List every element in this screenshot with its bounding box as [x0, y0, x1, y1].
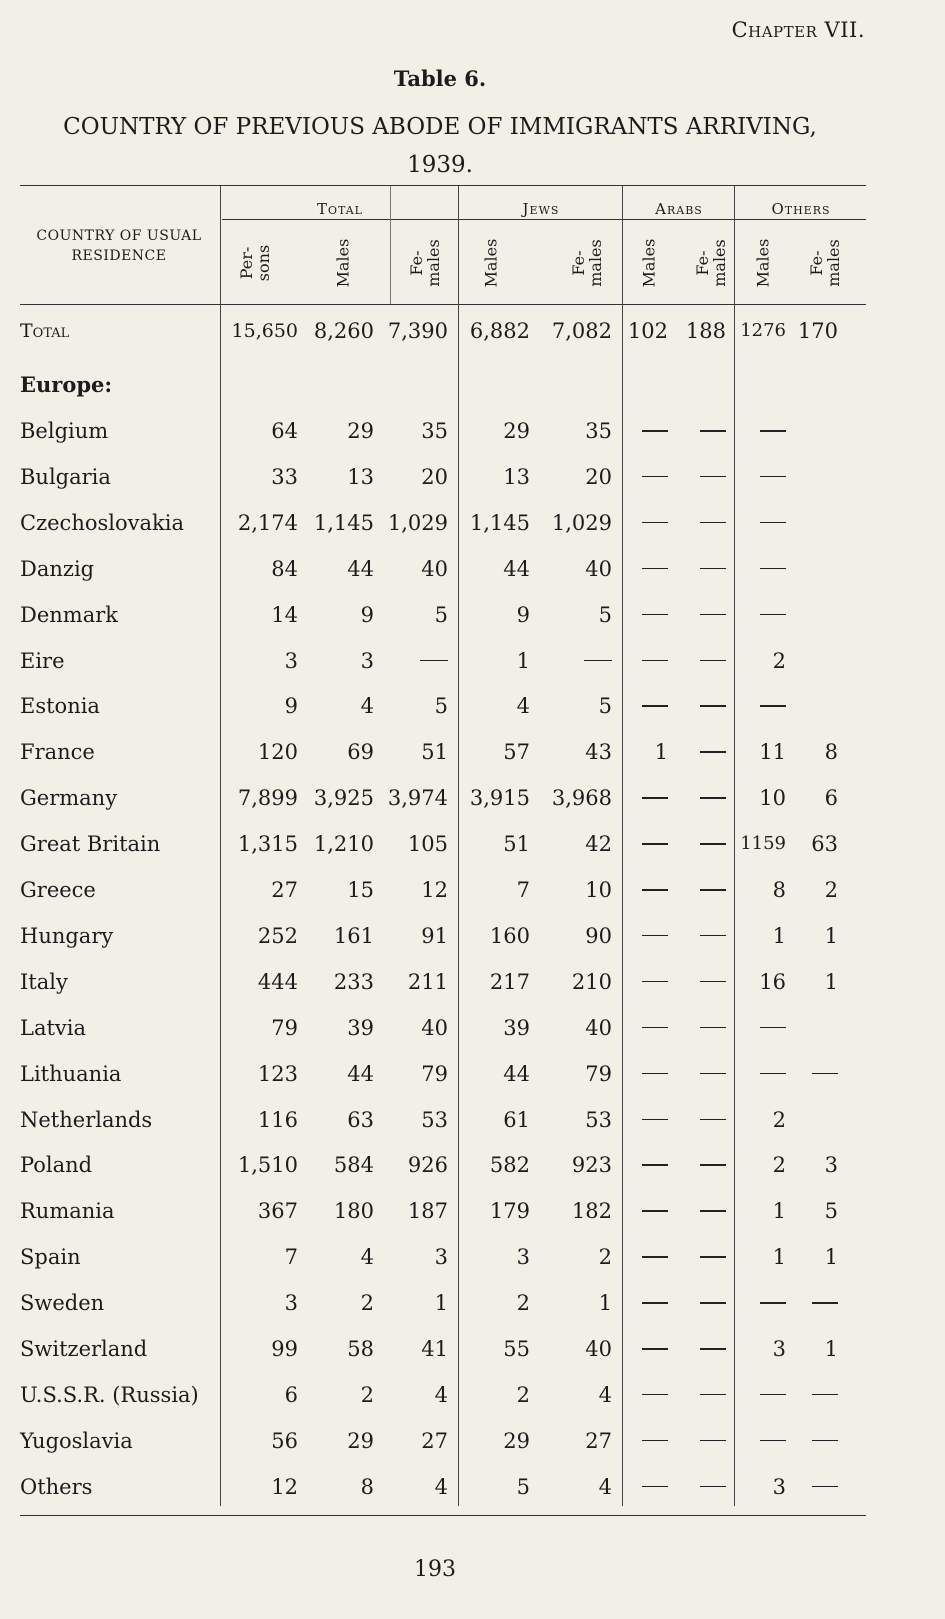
cell-arabs-females-dash	[700, 843, 726, 845]
cell-others-males: 1	[772, 1199, 786, 1224]
cell-females: 40	[421, 556, 448, 581]
cell-females: 79	[421, 1061, 448, 1086]
cell-jews-males: 44	[503, 556, 530, 581]
cell-females: 1,029	[387, 510, 448, 535]
cell-persons: 120	[257, 740, 298, 765]
cell-arabs-males-dash	[642, 568, 668, 570]
total-others-males: 1276	[740, 320, 786, 341]
cell-jews-males: 2	[516, 1382, 530, 1407]
cell-males: 29	[347, 419, 374, 443]
cell-jews-males: 7	[516, 878, 530, 902]
table-row-netherlands	[0, 1097, 945, 1143]
cell-females: 4	[434, 1382, 448, 1407]
cell-persons: 252	[257, 923, 298, 948]
cell-females-dash	[420, 660, 448, 662]
cell-others-females: 1	[824, 1245, 838, 1270]
cell-others-males: 2	[772, 648, 786, 673]
group-jews-label: Jews	[522, 200, 560, 218]
cell-arabs-females-dash	[700, 568, 726, 570]
total-row	[0, 308, 945, 354]
cell-arabs-females-dash	[700, 1440, 726, 1442]
cell-jews-females: 40	[585, 1015, 612, 1040]
cell-arabs-females-dash	[700, 1164, 726, 1166]
cell-arabs-males-dash	[642, 981, 668, 983]
cell-arabs-females-dash	[700, 1256, 726, 1258]
cell-jews-females: 20	[585, 464, 612, 489]
cell-males: 63	[347, 1107, 374, 1132]
cell-arabs-males-dash	[642, 1027, 668, 1029]
cell-persons: 7	[284, 1245, 298, 1270]
table-top-rule	[20, 185, 866, 186]
cell-jews-males: 582	[489, 1153, 530, 1178]
col-total-females: Fe- males	[407, 239, 443, 287]
table-row-belgium	[0, 408, 945, 454]
cell-others-males-dash	[760, 1302, 786, 1304]
chapter-heading: Chapter VII.	[731, 18, 865, 42]
cell-females: 187	[407, 1199, 448, 1224]
cell-arabs-females-dash	[700, 522, 726, 524]
cell-jews-females: 27	[585, 1428, 612, 1453]
country-name: Czechoslovakia	[20, 510, 184, 535]
cell-persons: 3	[284, 648, 298, 673]
cell-males: 2	[360, 1382, 374, 1407]
cell-arabs-females-dash	[700, 660, 726, 662]
cell-jews-males: 44	[503, 1061, 530, 1086]
cell-others-males-dash	[760, 522, 786, 524]
cell-persons: 14	[271, 602, 298, 627]
col-total-males: Males	[333, 238, 353, 288]
cell-arabs-males-dash	[642, 1210, 668, 1212]
cell-persons: 27	[271, 878, 298, 902]
cell-others-males: 3	[772, 1474, 786, 1499]
cell-females: 4	[434, 1474, 448, 1499]
cell-jews-females: 1,029	[551, 510, 612, 535]
cell-others-males: 3	[772, 1337, 786, 1361]
cell-jews-males: 1	[516, 648, 530, 673]
cell-males: 15	[347, 878, 374, 902]
cell-jews-females: 5	[598, 602, 612, 627]
cell-others-males: 8	[772, 878, 786, 902]
cell-arabs-females-dash	[700, 797, 726, 799]
section-row	[0, 362, 945, 408]
cell-males: 2	[360, 1291, 374, 1316]
group-header-jews	[460, 200, 622, 218]
cell-males: 69	[347, 740, 374, 765]
cell-arabs-males-dash	[642, 1164, 668, 1166]
table-row-germany	[0, 775, 945, 821]
cell-others-males-dash	[760, 1394, 786, 1396]
cell-persons: 6	[284, 1382, 298, 1407]
country-name: U.S.S.R. (Russia)	[20, 1382, 199, 1407]
cell-others-males: 1159	[740, 833, 786, 855]
cell-arabs-males: 1	[654, 740, 668, 765]
cell-arabs-males-dash	[642, 1486, 668, 1488]
cell-females: 53	[421, 1107, 448, 1132]
country-name: Yugoslavia	[20, 1428, 133, 1453]
table-row-u-s-s-r-russia	[0, 1372, 945, 1418]
cell-males: 39	[347, 1015, 374, 1040]
col-jews-females: Fe- males	[569, 239, 605, 287]
total-others-females: 170	[797, 319, 838, 343]
cell-females: 91	[421, 923, 448, 948]
cell-males: 3,925	[313, 786, 374, 811]
cell-arabs-males-dash	[642, 522, 668, 524]
group-header-arabs	[624, 200, 734, 218]
cell-persons: 3	[284, 1291, 298, 1316]
section-europe: Europe:	[20, 372, 113, 397]
page-number: 193	[414, 1557, 456, 1582]
cell-persons: 9	[284, 694, 298, 719]
cell-jews-males: 57	[503, 740, 530, 765]
cell-others-females: 6	[824, 786, 838, 811]
cell-jews-females: 53	[585, 1107, 612, 1132]
table-row-hungary	[0, 913, 945, 959]
col-others-males: Males	[753, 238, 773, 288]
cell-jews-females: 2	[598, 1245, 612, 1270]
cell-arabs-females-dash	[700, 1486, 726, 1488]
cell-jews-females-dash	[584, 660, 612, 662]
cell-arabs-females-dash	[700, 614, 726, 616]
cell-persons: 56	[271, 1428, 298, 1453]
cell-jews-females: 4	[598, 1474, 612, 1499]
cell-jews-males: 29	[503, 419, 530, 443]
cell-jews-males: 3,915	[469, 786, 530, 811]
cell-arabs-males-dash	[642, 843, 668, 845]
table-row-czechoslovakia	[0, 500, 945, 546]
cell-jews-males: 39	[503, 1015, 530, 1040]
country-name: Hungary	[20, 923, 114, 948]
cell-females: 35	[421, 419, 448, 443]
cell-persons: 116	[257, 1107, 298, 1132]
table-row-eire	[0, 638, 945, 684]
cell-females: 211	[407, 969, 448, 994]
cell-arabs-males-dash	[642, 889, 668, 891]
table-row-bulgaria	[0, 454, 945, 500]
cell-arabs-males-dash	[642, 1348, 668, 1350]
cell-males: 44	[347, 1061, 374, 1086]
cell-others-males: 2	[772, 1153, 786, 1178]
table-title	[20, 108, 860, 184]
cell-persons: 79	[271, 1015, 298, 1040]
cell-others-males-dash	[760, 568, 786, 570]
cell-others-females: 63	[811, 832, 838, 857]
cell-females: 20	[421, 464, 448, 489]
cell-others-females-dash	[812, 1073, 838, 1075]
cell-persons: 123	[257, 1061, 298, 1086]
cell-arabs-females-dash	[700, 1348, 726, 1350]
cell-males: 1,145	[313, 510, 374, 535]
country-name: Switzerland	[20, 1337, 148, 1361]
total-jews-males: 6,882	[469, 319, 530, 343]
cell-others-males-dash	[760, 1027, 786, 1029]
group-rule	[222, 219, 866, 220]
col-arabs-females: Fe- males	[693, 239, 729, 287]
cell-others-females: 1	[824, 1337, 838, 1361]
header-bottom-rule	[20, 304, 866, 305]
country-name: Belgium	[20, 419, 109, 443]
table-row-latvia	[0, 1005, 945, 1051]
group-arabs-label: Arabs	[655, 200, 703, 218]
cell-persons: 12	[271, 1474, 298, 1499]
cell-persons: 367	[257, 1199, 298, 1224]
table-row-denmark	[0, 592, 945, 638]
col-arabs-males: Males	[639, 238, 659, 288]
table-row-spain	[0, 1234, 945, 1280]
total-females: 7,390	[387, 319, 448, 343]
cell-females: 926	[407, 1153, 448, 1178]
cell-others-females: 5	[824, 1199, 838, 1224]
cell-jews-males: 51	[503, 832, 530, 857]
cell-others-females: 1	[824, 923, 838, 948]
country-name: Lithuania	[20, 1061, 122, 1086]
country-name: Greece	[20, 878, 96, 902]
cell-arabs-females-dash	[700, 1119, 726, 1121]
cell-jews-females: 40	[585, 1337, 612, 1361]
cell-arabs-males-dash	[642, 1440, 668, 1442]
cell-males: 29	[347, 1428, 374, 1453]
country-header	[24, 226, 214, 266]
cell-males: 1,210	[313, 832, 374, 857]
col-jews-males: Males	[481, 238, 501, 288]
cell-arabs-females-dash	[700, 1210, 726, 1212]
cell-persons: 7,899	[237, 786, 298, 811]
cell-jews-females: 3,968	[551, 786, 612, 811]
cell-persons: 64	[271, 419, 298, 443]
country-name: Estonia	[20, 694, 100, 719]
cell-arabs-females-dash	[700, 935, 726, 937]
cell-arabs-females-dash	[700, 705, 726, 707]
cell-arabs-females-dash	[700, 1027, 726, 1029]
cell-males: 161	[333, 923, 374, 948]
cell-others-females: 2	[824, 878, 838, 902]
cell-others-males-dash	[760, 476, 786, 478]
table-row-france	[0, 729, 945, 775]
country-name: Latvia	[20, 1015, 87, 1040]
table-row-others	[0, 1464, 945, 1510]
cell-others-males-dash	[760, 614, 786, 616]
cell-females: 40	[421, 1015, 448, 1040]
cell-jews-females: 79	[585, 1061, 612, 1086]
country-name: Bulgaria	[20, 464, 111, 489]
cell-jews-females: 90	[585, 923, 612, 948]
cell-others-females-dash	[812, 1440, 838, 1442]
cell-females: 5	[434, 602, 448, 627]
cell-jews-females: 43	[585, 740, 612, 765]
cell-others-males-dash	[760, 705, 786, 707]
cell-jews-females: 1	[598, 1291, 612, 1316]
cell-others-females: 1	[824, 969, 838, 994]
cell-arabs-females-dash	[700, 1073, 726, 1075]
cell-others-males: 1	[772, 1245, 786, 1270]
cell-others-females-dash	[812, 1302, 838, 1304]
total-jews-females: 7,082	[551, 319, 612, 343]
cell-persons: 1,510	[237, 1153, 298, 1178]
cell-females: 5	[434, 694, 448, 719]
table-number: Table 6.	[393, 66, 487, 91]
group-others-label: Others	[771, 200, 831, 218]
cell-jews-females: 5	[598, 694, 612, 719]
table-title-line-1: COUNTRY OF PREVIOUS ABODE OF IMMIGRANTS ARRIVING,	[63, 114, 817, 140]
table-row-lithuania	[0, 1051, 945, 1097]
table-row-greece	[0, 867, 945, 913]
table-title-line-2: 1939.	[407, 152, 473, 178]
cell-arabs-males-dash	[642, 1256, 668, 1258]
cell-arabs-females-dash	[700, 1302, 726, 1304]
cell-arabs-males-dash	[642, 430, 668, 432]
cell-jews-females: 42	[585, 832, 612, 857]
cell-jews-females: 4	[598, 1382, 612, 1407]
cell-arabs-males-dash	[642, 705, 668, 707]
cell-jews-males: 9	[516, 602, 530, 627]
cell-jews-males: 5	[516, 1474, 530, 1499]
cell-arabs-males-dash	[642, 660, 668, 662]
cell-others-males: 1	[772, 923, 786, 948]
cell-males: 4	[360, 1245, 374, 1270]
cell-persons: 99	[271, 1337, 298, 1361]
country-name: Sweden	[20, 1291, 105, 1316]
cell-jews-females: 923	[571, 1153, 612, 1178]
country-name: Germany	[20, 786, 118, 811]
cell-jews-females: 182	[571, 1199, 612, 1224]
country-name: Great Britain	[20, 832, 161, 857]
table-row-sweden	[0, 1280, 945, 1326]
cell-jews-males: 217	[489, 969, 530, 994]
country-name: Eire	[20, 648, 65, 673]
cell-arabs-males-dash	[642, 614, 668, 616]
cell-females: 12	[421, 878, 448, 902]
cell-others-males: 11	[759, 740, 786, 765]
cell-arabs-females-dash	[700, 476, 726, 478]
table-row-rumania	[0, 1188, 945, 1234]
cell-others-males: 10	[759, 786, 786, 811]
country-name: Spain	[20, 1245, 81, 1270]
cell-others-males-dash	[760, 1440, 786, 1442]
table-row-poland	[0, 1142, 945, 1188]
cell-males: 180	[333, 1199, 374, 1224]
cell-arabs-males-dash	[642, 1073, 668, 1075]
group-header-total	[222, 200, 458, 218]
cell-others-females: 8	[824, 740, 838, 765]
cell-others-females-dash	[812, 1394, 838, 1396]
cell-males: 4	[360, 694, 374, 719]
cell-jews-males: 2	[516, 1291, 530, 1316]
cell-females: 41	[421, 1337, 448, 1361]
cell-others-males: 2	[772, 1107, 786, 1132]
country-name: France	[20, 740, 95, 765]
total-arabs-females: 188	[685, 319, 726, 343]
col-total-persons: Per- sons	[237, 244, 273, 282]
cell-arabs-females-dash	[700, 430, 726, 432]
country-name: Italy	[20, 969, 68, 994]
total-label: Total	[20, 320, 70, 342]
cell-males: 8	[360, 1474, 374, 1499]
cell-arabs-males-dash	[642, 1119, 668, 1121]
cell-males: 13	[347, 464, 374, 489]
cell-jews-males: 1,145	[469, 510, 530, 535]
cell-jews-males: 160	[489, 923, 530, 948]
cell-males: 584	[333, 1153, 374, 1178]
cell-persons: 1,315	[237, 832, 298, 857]
cell-males: 9	[360, 602, 374, 627]
cell-jews-males: 13	[503, 464, 530, 489]
country-name: Netherlands	[20, 1107, 153, 1132]
table-row-great-britain	[0, 821, 945, 867]
cell-arabs-females-dash	[700, 981, 726, 983]
total-persons: 15,650	[231, 320, 298, 342]
cell-arabs-males-dash	[642, 1302, 668, 1304]
cell-others-males-dash	[760, 430, 786, 432]
cell-jews-males: 29	[503, 1428, 530, 1453]
cell-females: 3	[434, 1245, 448, 1270]
cell-others-females: 3	[824, 1153, 838, 1178]
cell-females: 27	[421, 1428, 448, 1453]
cell-arabs-males-dash	[642, 935, 668, 937]
cell-persons: 84	[271, 556, 298, 581]
cell-arabs-males-dash	[642, 1394, 668, 1396]
cell-persons: 33	[271, 464, 298, 489]
cell-arabs-males-dash	[642, 797, 668, 799]
cell-jews-females: 10	[585, 878, 612, 902]
cell-arabs-females-dash	[700, 889, 726, 891]
table-row-italy	[0, 959, 945, 1005]
cell-males: 58	[347, 1337, 374, 1361]
total-arabs-males: 102	[627, 319, 668, 343]
cell-arabs-females-dash	[700, 751, 726, 753]
cell-arabs-females-dash	[700, 1394, 726, 1396]
cell-others-males-dash	[760, 1073, 786, 1075]
cell-females: 51	[421, 740, 448, 765]
cell-males: 3	[360, 648, 374, 673]
country-name: Denmark	[20, 602, 118, 627]
cell-arabs-males-dash	[642, 476, 668, 478]
cell-males: 233	[333, 969, 374, 994]
col-others-females: Fe- males	[807, 239, 843, 287]
total-males: 8,260	[313, 319, 374, 343]
cell-jews-males: 55	[503, 1337, 530, 1361]
cell-persons: 444	[257, 969, 298, 994]
country-name: Others	[20, 1474, 93, 1499]
table-row-danzig	[0, 546, 945, 592]
cell-jews-males: 61	[503, 1107, 530, 1132]
country-header-text: COUNTRY OF USUAL RESIDENCE	[36, 228, 202, 264]
group-total-label: Total	[316, 200, 363, 218]
country-name: Rumania	[20, 1199, 115, 1224]
cell-females: 1	[434, 1291, 448, 1316]
cell-females: 105	[407, 832, 448, 857]
table-row-switzerland	[0, 1326, 945, 1372]
cell-jews-males: 3	[516, 1245, 530, 1270]
table-bottom-rule	[20, 1515, 866, 1516]
cell-females: 3,974	[387, 786, 448, 811]
table-row-yugoslavia	[0, 1418, 945, 1464]
cell-jews-females: 35	[585, 419, 612, 443]
country-name: Poland	[20, 1153, 93, 1178]
cell-males: 44	[347, 556, 374, 581]
group-header-others	[736, 200, 866, 218]
cell-jews-males: 4	[516, 694, 530, 719]
country-name: Danzig	[20, 556, 95, 581]
cell-others-males: 16	[759, 969, 786, 994]
table-row-estonia	[0, 683, 945, 729]
cell-jews-females: 40	[585, 556, 612, 581]
cell-others-females-dash	[812, 1486, 838, 1488]
cell-persons: 2,174	[237, 510, 298, 535]
cell-jews-females: 210	[571, 969, 612, 994]
cell-jews-males: 179	[489, 1199, 530, 1224]
